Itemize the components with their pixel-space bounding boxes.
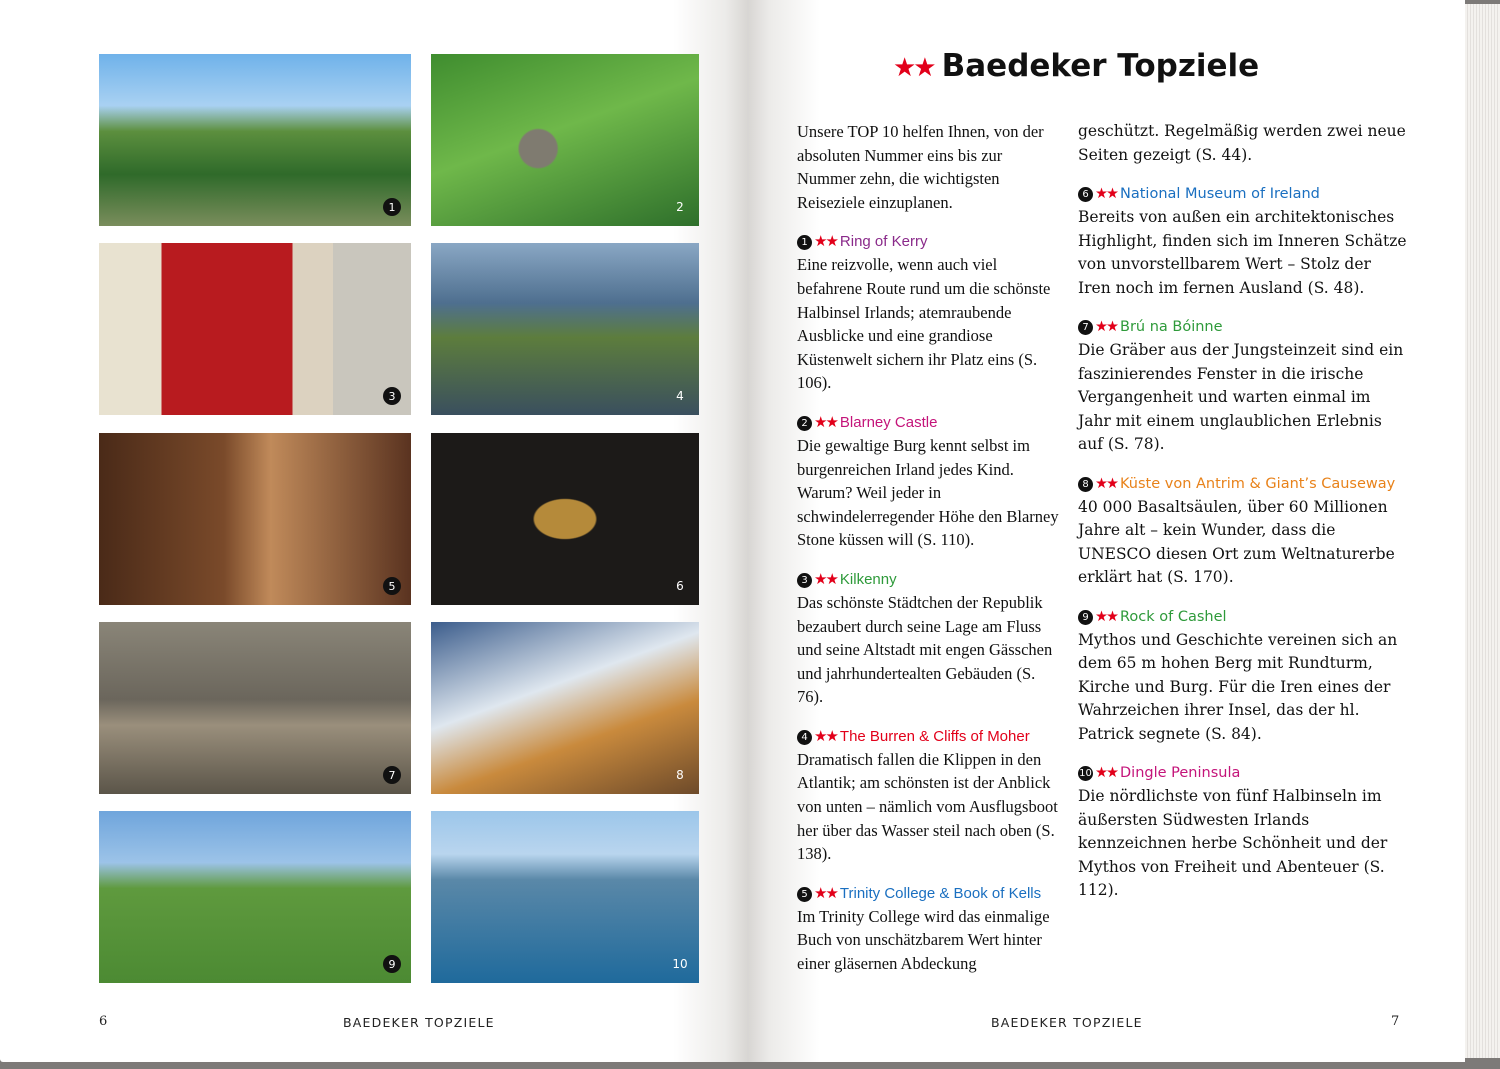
photo-4 bbox=[431, 243, 699, 415]
page-title bbox=[893, 48, 1259, 84]
photo-2 bbox=[431, 54, 699, 226]
entry-heading bbox=[797, 882, 1065, 905]
photo-number-badge: 4 bbox=[676, 389, 684, 403]
right-page-number: 7 bbox=[1391, 1014, 1400, 1029]
text-column-left bbox=[797, 120, 1065, 976]
entry-heading bbox=[797, 725, 1065, 748]
text-column-right bbox=[1078, 120, 1408, 903]
page-title-text: Baedeker Topziele bbox=[941, 48, 1260, 84]
entry-text: Im Trinity College wird das einmalige Buch von unschätzbarem Wert hinter einer gläsernen Abdeckung bbox=[797, 906, 1050, 974]
entry-title: Trinity College & Book of Kells bbox=[839, 884, 1042, 902]
topziel-entry-1 bbox=[797, 230, 1065, 395]
entry-stars-icon: ★★ bbox=[814, 413, 837, 431]
photo-number-badge: 6 bbox=[676, 579, 684, 593]
entry-number-badge: 4 bbox=[797, 730, 812, 745]
entry-title: Kilkenny bbox=[839, 570, 897, 588]
photo-number-badge: 2 bbox=[676, 200, 684, 214]
photo-3 bbox=[99, 243, 411, 415]
photo-number-badge: 8 bbox=[676, 768, 684, 782]
topziel-entry-5 bbox=[797, 882, 1065, 976]
entry-number-badge: 8 bbox=[1078, 477, 1093, 492]
topziel-entry-7 bbox=[1078, 316, 1408, 457]
entry-title: Küste von Antrim & Giant’s Causeway bbox=[1120, 475, 1396, 492]
entry-title: The Burren & Cliffs of Moher bbox=[839, 727, 1030, 745]
entry-text: Dramatisch fallen die Klippen in den Atlantik; am schönsten ist der Anblick von unten – nämlich vom Ausflugsboot her über das Wasser steil nach oben (S. 138). bbox=[797, 749, 1058, 864]
entry-stars-icon: ★★ bbox=[1095, 475, 1117, 492]
entry-number-badge: 5 bbox=[797, 887, 812, 902]
entry-title: Rock of Cashel bbox=[1120, 608, 1227, 625]
entry-stars-icon: ★★ bbox=[814, 884, 837, 902]
entry-text: Die Gräber aus der Jungsteinzeit sind ein faszinierendes Fenster in die irische Vergangenheit und warten einmal im Jahr mit einem unglaublichen Erlebnis auf (S. 78). bbox=[1078, 341, 1404, 453]
page-edges bbox=[1465, 4, 1500, 1058]
entry-text: Die gewaltige Burg kennt selbst im burgenreichen Irland jedes Kind. Warum? Weil jeder in schwindelerregender Höhe den Blarney Stone küssen will (S. 110). bbox=[797, 435, 1059, 550]
entry-heading bbox=[1078, 316, 1408, 339]
left-running-head: BAEDEKER TOPZIELE bbox=[343, 1015, 495, 1030]
entry-stars-icon: ★★ bbox=[1095, 608, 1117, 625]
photo-7 bbox=[99, 622, 411, 794]
entry-number-badge: 3 bbox=[797, 573, 812, 588]
entry-number-badge: 9 bbox=[1078, 610, 1093, 625]
entry-title: Blarney Castle bbox=[839, 413, 938, 431]
topziel-entry-6 bbox=[1078, 183, 1408, 300]
entry-number-badge: 2 bbox=[797, 416, 812, 431]
entry-heading bbox=[1078, 183, 1408, 206]
photo-number-badge: 7 bbox=[383, 766, 401, 784]
entry-number-badge: 7 bbox=[1078, 320, 1093, 335]
entry-title: Dingle Peninsula bbox=[1120, 765, 1241, 781]
entry-title: Ring of Kerry bbox=[839, 233, 928, 251]
topziel-entry-4 bbox=[797, 725, 1065, 866]
entry-number-badge: 1 bbox=[797, 235, 812, 250]
photo-10 bbox=[431, 811, 699, 983]
entry-stars-icon: ★★ bbox=[814, 727, 837, 745]
title-stars-icon: ★★ bbox=[893, 53, 934, 83]
topziel-entry-3 bbox=[797, 568, 1065, 709]
entry-title: National Museum of Ireland bbox=[1120, 186, 1320, 202]
left-page-number: 6 bbox=[99, 1014, 108, 1029]
entry-stars-icon: ★★ bbox=[1095, 319, 1117, 335]
photo-6 bbox=[431, 433, 699, 605]
photo-number-badge: 1 bbox=[383, 198, 401, 216]
photo-number-badge: 5 bbox=[383, 577, 401, 595]
entry-stars-icon: ★★ bbox=[814, 570, 837, 588]
intro-text: Unsere TOP 10 helfen Ihnen, von der absoluten Nummer eins bis zur Nummer zehn, die wichtigsten Reiseziele einzuplanen. bbox=[797, 122, 1044, 212]
entry-stars-icon: ★★ bbox=[1095, 186, 1117, 202]
entry-heading bbox=[797, 411, 1065, 434]
entry-heading bbox=[797, 230, 1065, 253]
photo-9 bbox=[99, 811, 411, 983]
entry-text: Die nördlichste von fünf Halbinseln im äußersten Südwesten Irlands kennzeichnen herbe Schönheit und der Mythos von Freiheit und Abenteuer (S. 112). bbox=[1078, 787, 1388, 899]
entry-5-continued: geschützt. Regelmäßig werden zwei neue Seiten gezeigt (S. 44). bbox=[1078, 122, 1406, 164]
entry-text: 40 000 Basaltsäulen, über 60 Millionen Jahre alt – kein Wunder, dass die UNESCO diesen Ort zum Weltnaturerbe erklärt hat (S. 170). bbox=[1078, 497, 1395, 586]
entry-number-badge: 6 bbox=[1078, 187, 1093, 202]
entry-text: Das schönste Städtchen der Republik bezaubert durch seine Lage am Fluss und seine Altstadt mit engen Gässchen und jahrhundertealten Gebäuden (S. 76). bbox=[797, 592, 1053, 707]
topziel-entry-2 bbox=[797, 411, 1065, 552]
entry-text: Bereits von außen ein architektonisches Highlight, finden sich im Inneren Schätze von unvorstellbarem Wert – Stolz der Iren noch im fernen Ausland (S. 48). bbox=[1078, 208, 1407, 297]
topziel-entry-9 bbox=[1078, 606, 1408, 747]
entry-text: Mythos und Geschichte vereinen sich an dem 65 m hohen Berg mit Rundturm, Kirche und Burg. Für die Iren eines der Wahrzeichen ihrer Insel, das der hl. Patrick segnete (S. 84). bbox=[1078, 630, 1398, 743]
entry-heading bbox=[1078, 473, 1408, 496]
right-running-head: BAEDEKER TOPZIELE bbox=[991, 1015, 1143, 1030]
entry-stars-icon: ★★ bbox=[1095, 765, 1117, 781]
photo-8 bbox=[431, 622, 699, 794]
entry-text: Eine reizvolle, wenn auch viel befahrene Route rund um die schönste Halbinsel Irlands; atemraubende Ausblicke und eine grandiose Küstenwelt sichern ihr Platz eins (S. 106). bbox=[797, 255, 1051, 393]
entry-heading bbox=[1078, 606, 1408, 629]
left-page bbox=[0, 0, 748, 1062]
entry-heading bbox=[797, 568, 1065, 591]
entry-number-badge: 10 bbox=[1079, 768, 1092, 779]
photo-number-badge: 10 bbox=[672, 957, 688, 971]
entry-title: Brú na Bóinne bbox=[1120, 319, 1223, 335]
photo-1 bbox=[99, 54, 411, 226]
photo-number-badge: 3 bbox=[383, 387, 401, 405]
photo-5 bbox=[99, 433, 411, 605]
topziel-entry-10 bbox=[1078, 762, 1408, 903]
photo-number-badge: 9 bbox=[383, 955, 401, 973]
entry-heading bbox=[1078, 762, 1408, 785]
entry-stars-icon: ★★ bbox=[814, 233, 837, 251]
topziel-entry-8 bbox=[1078, 473, 1408, 590]
